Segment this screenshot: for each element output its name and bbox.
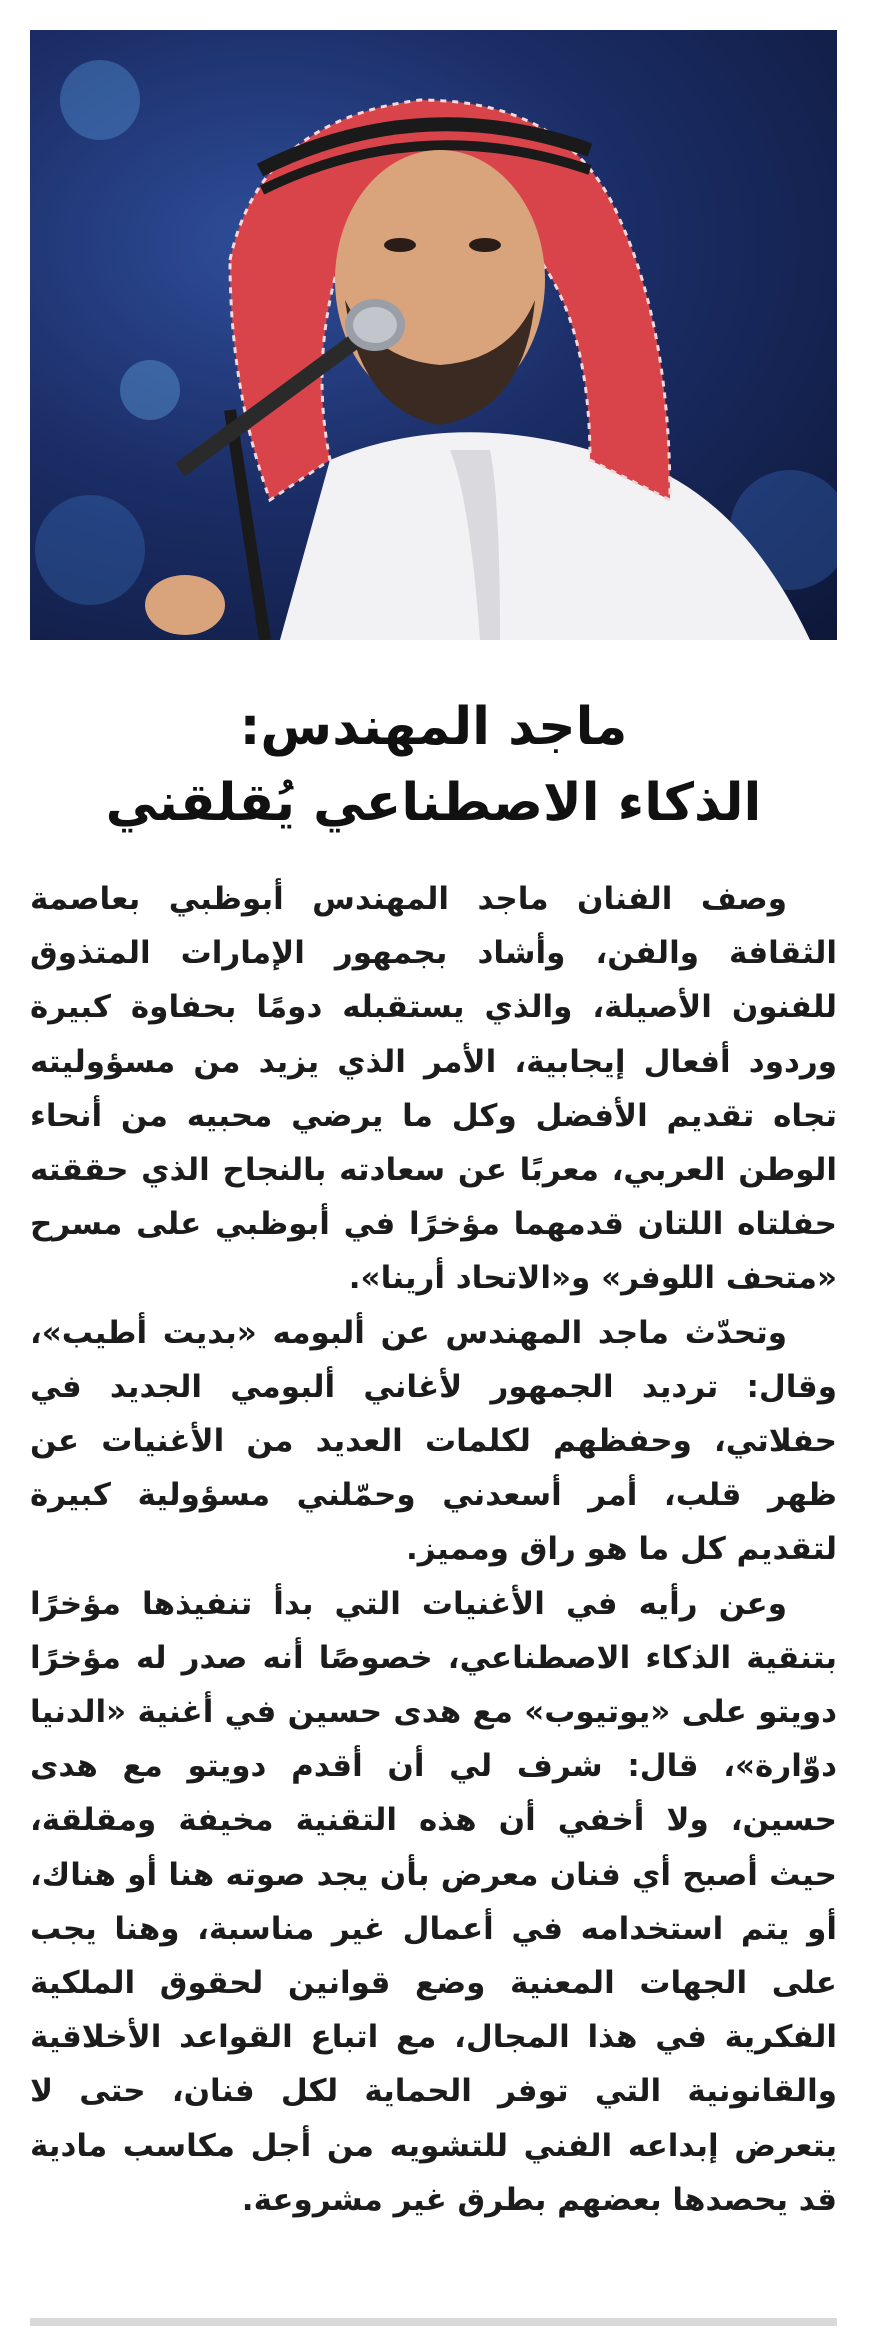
headline-line-1: ماجد المهندس: <box>239 697 628 758</box>
article-photo <box>30 30 837 640</box>
headline-line-2: الذكاء الاصطناعي يُقلقني <box>105 773 762 834</box>
singer-portrait-icon <box>30 30 837 640</box>
article-paragraph-1: وصف الفنان ماجد المهندس أبوظبي بعاصمة الثقافة والفن، وأشاد بجمهور الإمارات المتذوق للفنون الأصيلة، والذي يستقبله دومًا بحفاوة كبيرة وردود أفعال إيجابية، الأمر الذي يزيد من مسؤوليته تجاه تقديم الأفضل وكل ما يرضي محبيه من أنحاء الوطن العربي، معربًا عن سعادته بالنجاح الذي حققته حفلتاه اللتان قدمهما مؤخرًا في أبوظبي على مسرح «متحف اللوفر» و«الاتحاد أرينا». <box>30 881 837 1297</box>
bottom-divider <box>30 2318 837 2326</box>
headline <box>30 689 837 841</box>
article-paragraph-2: وتحدّث ماجد المهندس عن ألبومه «بديت أطيب»، وقال: ترديد الجمهور لأغاني ألبومي الجديد في حفلاتي، وحفظهم لكلمات العديد من الأغنيات عن ظهر قلب، أمر أسعدني وحمّلني مسؤولية كبيرة لتقديم كل ما هو راق ومميز. <box>30 1314 837 1568</box>
article-body <box>30 872 837 2227</box>
article-paragraph-3: وعن رأيه في الأغنيات التي بدأ تنفيذها مؤخرًا بتنقية الذكاء الاصطناعي، خصوصًا أنه صدر له مؤخرًا دويتو على «يوتيوب» مع هدى حسين في أغنية «الدنيا دوّارة»، قال: شرف لي أن أقدم دويتو مع هدى حسين، ولا أخفي أن هذه التقنية مخيفة ومقلقة، حيث أصبح أي فنان معرض بأن يجد صوته هنا أو هناك، أو يتم استخدامه في أعمال غير مناسبة، وهنا يجب على الجهات المعنية وضع قوانين لحقوق الملكية الفكرية في هذا المجال، مع اتباع القواعد الأخلاقية والقانونية التي توفر الحماية لكل فنان، حتى لا يتعرض إبداعه الفني للتشويه من أجل مكاسب مادية قد يحصدها بعضهم بطرق غير مشروعة. <box>30 1585 837 2218</box>
